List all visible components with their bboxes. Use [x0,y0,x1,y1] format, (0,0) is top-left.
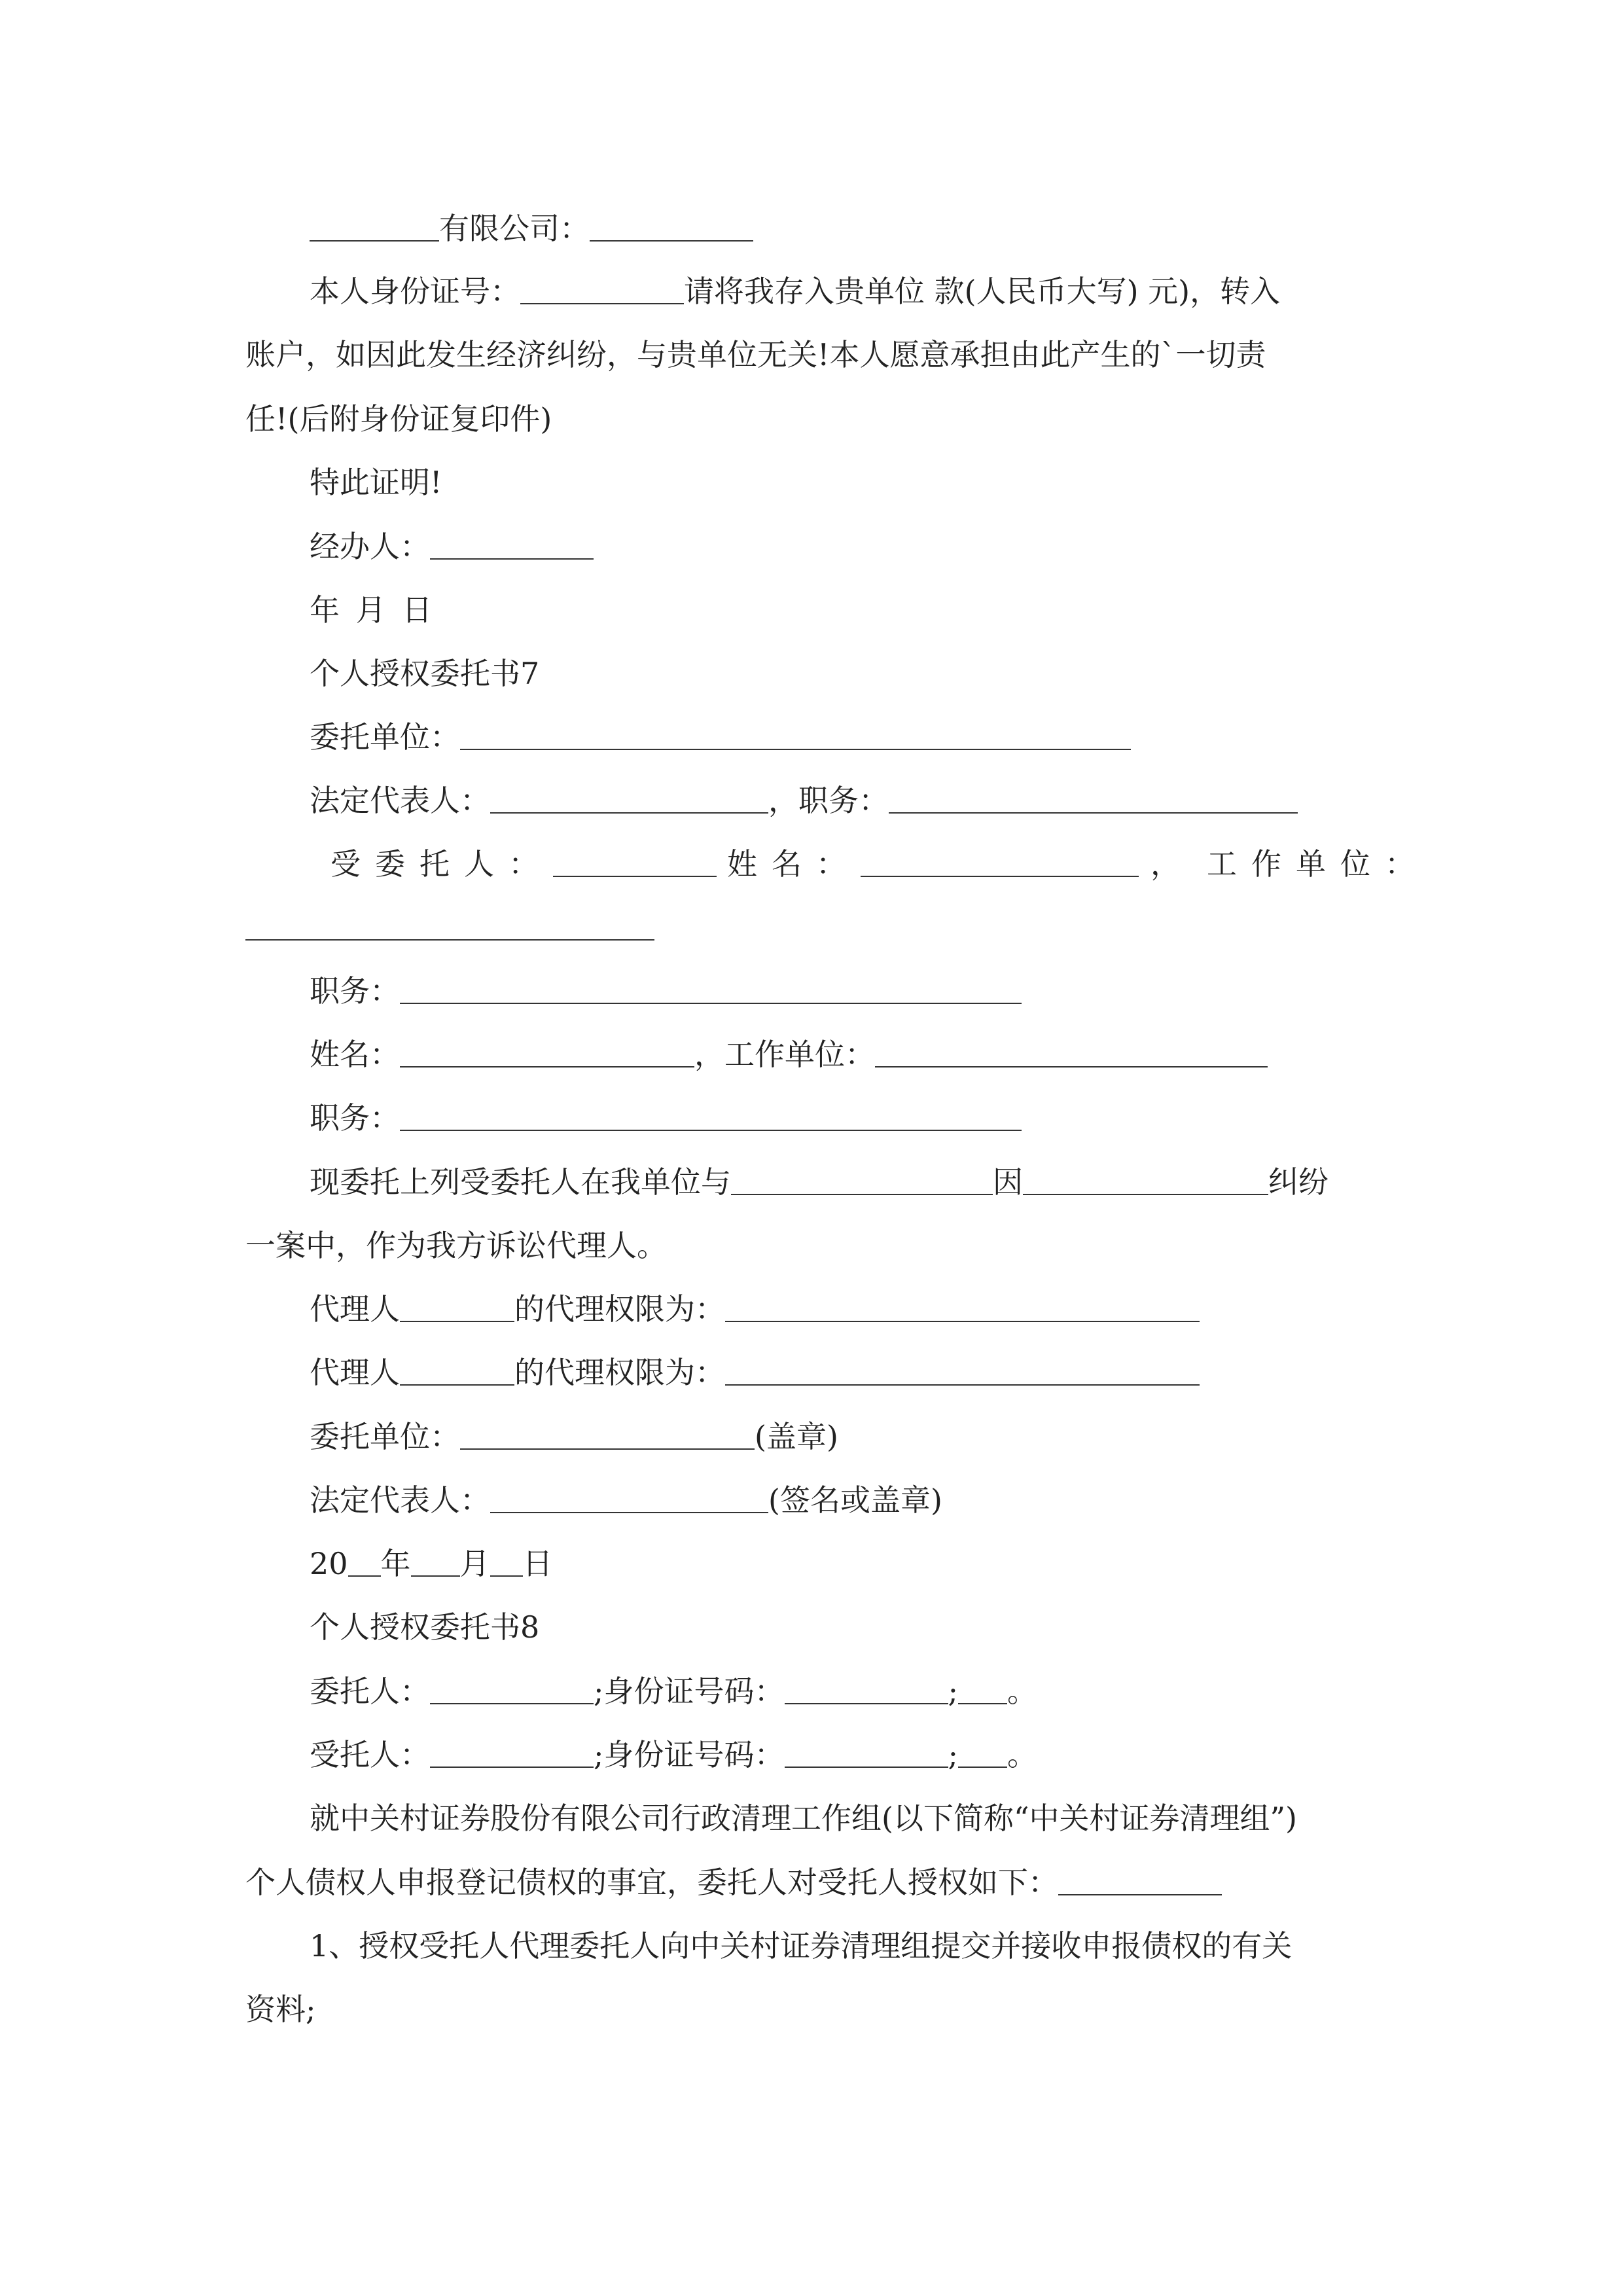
dispute-line: 现委托上列受委托人在我单位与 因 纠纷 [310,1164,1329,1200]
signature-line: 法定代表人： (签名或盖章) [310,1482,942,1518]
blank-field[interactable] [400,1295,514,1322]
blank-field[interactable] [1058,1868,1222,1895]
paragraph-line: 就中关村证券股份有限公司行政清理工作组(以下简称“中关村证券清理组”) [310,1801,1297,1836]
blank-field[interactable] [400,1103,1022,1131]
blank-field[interactable] [490,1549,523,1577]
blank-field[interactable] [785,1677,948,1704]
blank-field[interactable] [520,277,684,304]
paragraph-line: 资料; [245,1992,316,2027]
principal-line: 委托人： ;身份证号码： ; 。 [310,1674,1037,1709]
blank-field[interactable] [590,214,753,242]
agent-unit-line [245,908,654,947]
blank-field[interactable] [490,786,768,814]
agent-line: 受委托人： 姓名： ， 工作单位： [330,846,1429,882]
blank-field[interactable] [958,1740,1007,1768]
legal-rep-line: 法定代表人： ，职务： [310,781,1298,820]
agent-authority-line: 代理人 的代理权限为： [310,1353,1200,1392]
paragraph-line: 1、授权受托人代理委托人向中关村证券清理组提交并接收申报债权的有关 [310,1928,1293,1964]
blank-field[interactable] [875,1040,1268,1067]
position-line: 职务： [310,971,1022,1011]
company-line: 有限公司： [310,209,753,248]
blank-field[interactable] [430,1677,594,1704]
blank-field[interactable] [725,1358,1200,1386]
name-line: 姓名： ，工作单位： [310,1035,1268,1074]
blank-field[interactable] [958,1677,1007,1704]
blank-field[interactable] [400,1040,694,1067]
handler-line: 经办人： [310,527,594,566]
blank-field[interactable] [245,913,654,941]
blank-field[interactable] [785,1740,948,1768]
blank-field[interactable] [731,1168,993,1195]
paragraph-line: 账户，如因此发生经济纠纷，与贵单位无关!本人愿意承担由此产生的`一切责 [245,337,1266,372]
trustee-line: 受托人： ;身份证号码： ; 。 [310,1737,1037,1772]
paragraph-line: 个人债权人申报登记债权的事宜，委托人对受托人授权如下： [245,1863,1222,1902]
blank-field[interactable] [310,214,439,242]
seal-line: 委托单位： (盖章) [310,1419,838,1454]
blank-field[interactable] [400,977,1022,1004]
position-line: 职务： [310,1098,1022,1138]
blank-field[interactable] [430,532,594,560]
paragraph-line: 一案中，作为我方诉讼代理人。 [245,1228,667,1263]
blank-field[interactable] [553,850,717,877]
blank-field[interactable] [400,1358,514,1386]
blank-field[interactable] [725,1295,1200,1322]
blank-field[interactable] [430,1740,594,1768]
blank-field[interactable] [889,786,1298,814]
blank-field[interactable] [411,1549,460,1577]
blank-field[interactable] [460,723,1131,750]
paragraph-line: 特此证明! [310,465,442,500]
agent-authority-line: 代理人 的代理权限为： [310,1289,1200,1329]
id-number-line: 本人身份证号： 请将我存入贵单位 款(人民币大写) 元)，转入 [310,274,1281,309]
section-title: 个人授权委托书8 [310,1609,540,1645]
date-line: 20 年 月 日 [310,1546,553,1581]
blank-field[interactable] [861,850,1139,877]
blank-field[interactable] [348,1549,381,1577]
section-title: 个人授权委托书7 [310,656,540,691]
blank-field[interactable] [1023,1168,1268,1195]
blank-field[interactable] [490,1486,768,1513]
date-line: 年 月 日 [310,592,433,628]
blank-field[interactable] [460,1422,755,1450]
paragraph-line: 任!(后附身份证复印件) [245,401,552,437]
client-unit-line: 委托单位： [310,717,1131,757]
